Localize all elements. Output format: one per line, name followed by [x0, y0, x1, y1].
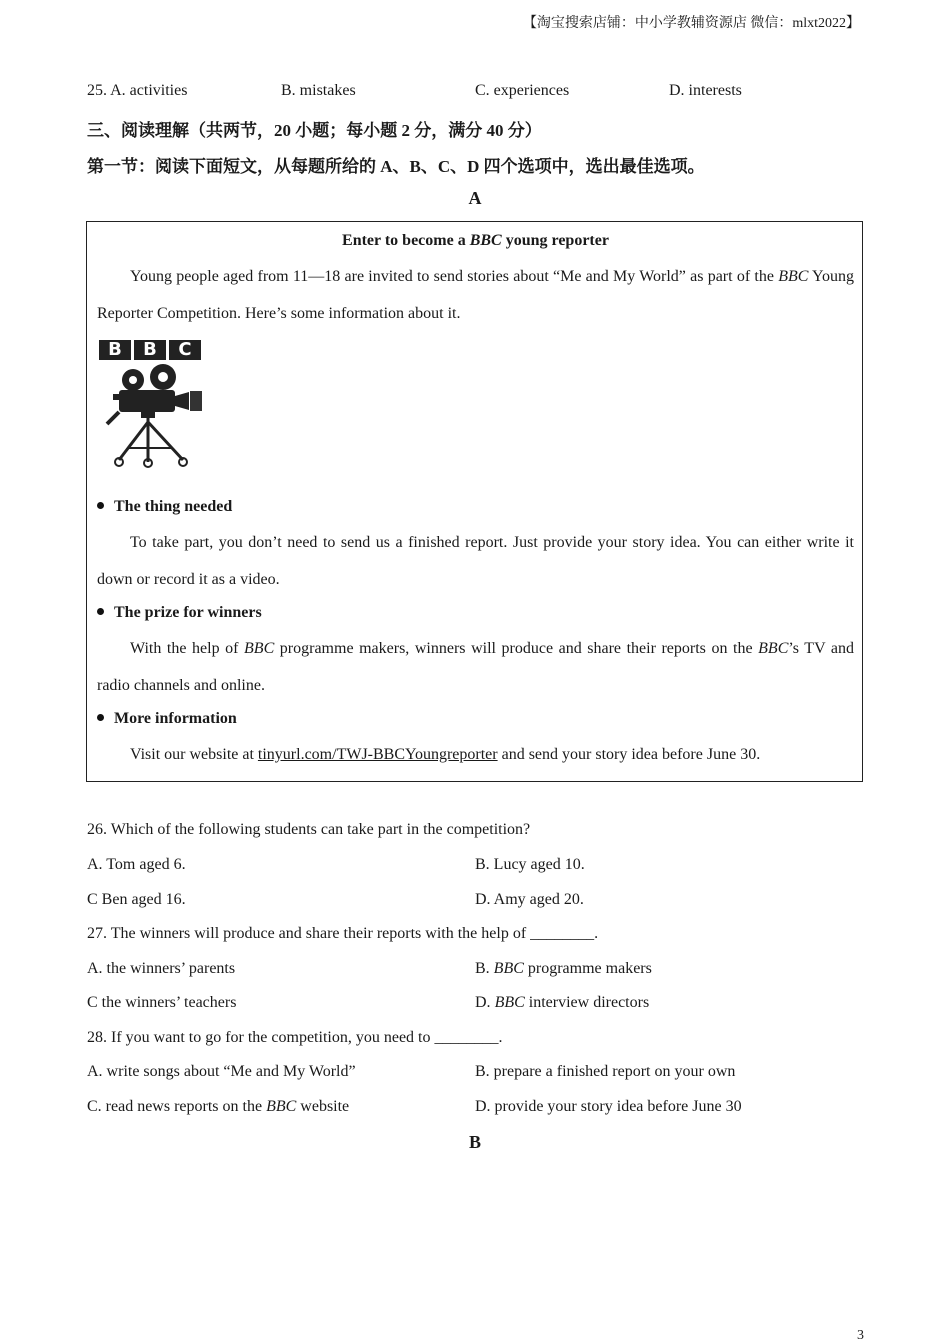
section-subtitle: 第一节：阅读下面短文，从每题所给的 A、B、C、D 四个选项中，选出最佳选项。	[87, 157, 705, 176]
bbc-camera-logo	[97, 340, 205, 470]
prize-bbc-2: BBC	[758, 640, 789, 657]
bullet-icon	[97, 502, 104, 509]
logo-letter-b2: B	[134, 340, 166, 360]
section-text-thing-needed: To take part, you don’t need to send us a finished report. Just provide your story idea. You can either write it down or record it as a video.	[97, 534, 854, 588]
prize-mid: programme makers, winners will produce and share their reports on the	[274, 640, 759, 657]
prize-post: ’s TV and radio channels and online.	[97, 640, 855, 694]
q25-option-d: D. interests	[669, 82, 742, 99]
prize-bbc-1: BBC	[244, 640, 275, 657]
logo-letter-b1: B	[99, 340, 131, 360]
q27-option-d	[475, 994, 649, 1012]
passage-title-bbc: BBC	[469, 232, 502, 249]
section-text-more-info	[97, 736, 854, 773]
q28-stem: 28. If you want to go for the competition, you need to ________.	[87, 1029, 503, 1046]
section-heading-more-info	[97, 710, 237, 728]
passage-box	[86, 221, 863, 782]
section-heading-thing-needed	[97, 498, 232, 516]
heading-text: The thing needed	[114, 498, 233, 515]
q27-b-rest: programme makers	[523, 960, 652, 977]
more-info-pre: Visit our website at	[130, 746, 258, 763]
q27-d-rest: interview directors	[524, 994, 650, 1011]
q27-d-bbc: BBC	[494, 994, 525, 1011]
passage-title-post: young reporter	[501, 232, 609, 249]
heading-text: The prize for winners	[114, 604, 262, 621]
intro-bbc: BBC	[778, 268, 809, 285]
prize-pre: With the help of	[130, 640, 245, 657]
q26-stem: 26. Which of the following students can take part in the competition?	[87, 821, 531, 838]
q28-option-d: D. provide your story idea before June 30	[475, 1098, 742, 1115]
section-text-prize	[97, 630, 854, 704]
q26-option-d: D. Amy aged 20.	[475, 891, 584, 908]
q25-option-b: B. mistakes	[281, 82, 356, 99]
heading-text: More information	[114, 710, 237, 727]
q28-c-rest: website	[296, 1098, 350, 1115]
q26-option-b: B. Lucy aged 10.	[475, 856, 585, 873]
q27-option-c: C the winners’ teachers	[87, 994, 237, 1011]
q27-b-prefix: B.	[475, 960, 494, 977]
intro-pre: Young people aged from 11—18 are invited to send stories about “Me and My World” as part of the	[130, 268, 779, 285]
website-link[interactable]: tinyurl.com/TWJ-BBCYoungreporter	[257, 746, 498, 763]
film-camera-icon	[97, 364, 205, 470]
header-note: 【淘宝搜索店铺：中小学教辅资源店 微信：mlxt2022】	[522, 16, 860, 31]
q26-option-a: A. Tom aged 6.	[87, 856, 186, 873]
q27-d-prefix: D.	[475, 994, 495, 1011]
q28-option-b: B. prepare a finished report on your own	[475, 1063, 736, 1080]
passage-intro	[97, 258, 854, 332]
section-heading-prize	[97, 604, 262, 622]
part-b-label: B	[468, 1132, 481, 1152]
q27-option-a: A. the winners’ parents	[87, 960, 236, 977]
part-a-label: A	[468, 188, 482, 208]
q28-c-prefix: C. read news reports on the	[87, 1098, 267, 1115]
q25-option-a: 25. A. activities	[87, 82, 188, 99]
q28-option-a: A. write songs about “Me and My World”	[87, 1063, 356, 1080]
q27-stem: 27. The winners will produce and share their reports with the help of ________.	[87, 925, 599, 942]
intro-post: Young Reporter Competition. Here’s some information about it.	[97, 268, 855, 322]
q25-option-c: C. experiences	[475, 82, 570, 99]
q26-option-c: C Ben aged 16.	[87, 891, 186, 908]
q27-b-bbc: BBC	[493, 960, 524, 977]
bullet-icon	[97, 608, 104, 615]
section-title: 三、阅读理解（共两节，20 小题；每小题 2 分，满分 40 分）	[87, 121, 542, 140]
q28-c-bbc: BBC	[266, 1098, 297, 1115]
q27-option-b	[475, 960, 652, 978]
passage-title	[87, 232, 864, 250]
q28-option-c	[87, 1098, 349, 1116]
page-number: 3	[857, 1328, 864, 1343]
logo-letter-c: C	[169, 340, 201, 360]
passage-title-pre: Enter to become a	[342, 232, 470, 249]
more-info-post: and send your story idea before June 30.	[497, 746, 761, 763]
bullet-icon	[97, 714, 104, 721]
